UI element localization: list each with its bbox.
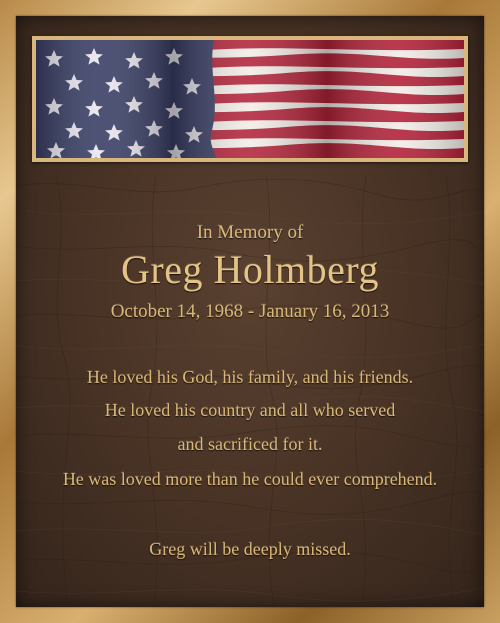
- flag-frame: [32, 36, 468, 162]
- honoree-name: Greg Holmberg: [121, 247, 379, 292]
- leather-panel: [16, 16, 484, 607]
- closing-line: Greg will be deeply missed.: [149, 539, 351, 559]
- life-dates: October 14, 1968 - January 16, 2013: [110, 301, 390, 322]
- tribute-line: He loved his God, his family, and his friends.: [86, 367, 414, 387]
- american-flag-icon: [36, 40, 464, 158]
- tribute-line: and sacrificed for it.: [177, 434, 323, 454]
- tribute-line: He was loved more than he could ever comprehend.: [62, 469, 438, 489]
- tribute-line: He loved his country and all who served: [104, 400, 396, 420]
- in-memory-heading: In Memory of: [196, 222, 304, 243]
